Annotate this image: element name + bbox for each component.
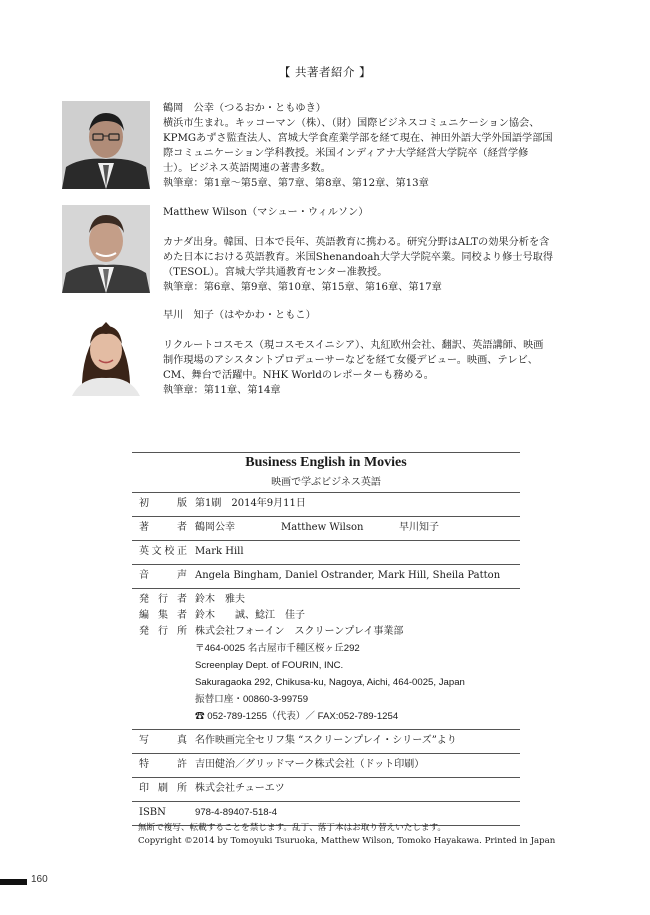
- bio-line: 制作現場のアシスタントプロデューサーなどを経て女優デビュー。映画、テレビ、: [163, 355, 538, 366]
- edition-value: 第1刷 2014年9月11日: [195, 498, 306, 509]
- proof-value: Mark Hill: [195, 546, 244, 557]
- publisher-line: 株式会社フォーイン スクリーンプレイ事業部: [195, 626, 404, 637]
- copyright-notice: [138, 822, 555, 848]
- bio-line: CM、舞台で活躍中。NHK Worldのレポーターも務める。: [163, 370, 434, 381]
- isbn-value: 978-4-89407-518-4: [195, 807, 278, 818]
- book-title: Business English in Movies: [245, 455, 407, 470]
- isbn-label: ISBN: [139, 807, 166, 818]
- voice-value: Angela Bingham, Daniel Ostrander, Mark Hill, Sheila Patton: [195, 570, 501, 581]
- reproduction-notice: 無断で複写、転載することを禁じます。乱丁、落丁本はお取り替えいたします。: [138, 823, 447, 833]
- printer-label: 印刷所: [139, 783, 187, 794]
- author-chapters: 執筆章：第11章、第14章: [163, 385, 281, 396]
- author-photo: [62, 101, 150, 189]
- author-name: 鶴岡 公幸（つるおか・ともゆき）: [163, 103, 326, 114]
- editor-label: 編集者: [139, 610, 187, 621]
- printer-row: [132, 778, 520, 801]
- voice-label: 音 声: [139, 570, 187, 581]
- publisher-person-label: 発行者: [139, 594, 187, 605]
- proofreading-row: [132, 541, 520, 564]
- phone-fax: ☎ 052-789-1255（代表）／ FAX:052-789-1254: [195, 711, 399, 722]
- author-chapters: 執筆章：第6章、第9章、第10章、第15章、第16章、第17章: [163, 282, 442, 293]
- edition-row: [132, 493, 520, 516]
- bio-line: （TESOL）。宮城大学共通教育センター准教授。: [163, 267, 388, 278]
- page-number-bar: [0, 879, 27, 885]
- photo-label: 写 真: [139, 735, 187, 746]
- author-photo: [62, 308, 150, 396]
- bio-line: KPMGあずさ監査法人、宮城大学食産業学部を経て現在、神田外語大学外国語学部国: [163, 133, 553, 144]
- proof-label: 英文校正: [139, 546, 187, 557]
- book-subtitle: 映画で学ぶビジネス英語: [271, 477, 381, 488]
- edition-label: 初 版: [139, 498, 187, 509]
- author-bio: [163, 205, 593, 295]
- license-row: [132, 754, 520, 777]
- photo-value: 名作映画完全セリフ集 “スクリーンプレイ・シリーズ”より: [195, 735, 457, 746]
- author-name: Matthew Wilson（マシュー・ウィルソン）: [163, 207, 369, 218]
- colophon: [132, 452, 520, 826]
- author-1: 鶴岡公幸: [195, 522, 235, 533]
- publisher-address-en: Sakuragaoka 292, Chikusa-ku, Nagoya, Aichi, 464-0025, Japan: [195, 677, 465, 688]
- voice-row: [132, 565, 520, 588]
- license-label: 特 許: [139, 759, 187, 770]
- bio-line: 士）。ビジネス英語関連の著書多数。: [163, 163, 331, 174]
- top-rule: [132, 452, 520, 453]
- bio-line: めた日本における英語教育。米国Shenandoah大学大学院卒業。同校より修士号取得: [163, 252, 554, 263]
- publisher-block: [132, 589, 520, 729]
- author-name: 早川 知子（はやかわ・ともこ）: [163, 310, 316, 321]
- bio-line: 横浜市生まれ。キッコーマン（株）、（財）国際ビジネスコミュニケーション協会、: [163, 118, 540, 129]
- publisher-address-jp: 〒464-0025 名古屋市千種区桜ヶ丘292: [195, 643, 360, 654]
- publisher-label: 発行所: [139, 626, 187, 637]
- author-photo: [62, 205, 150, 293]
- page-number: 160: [31, 874, 48, 885]
- authors-label: 著 者: [139, 522, 187, 533]
- copyright-line: Copyright ©2014 by Tomoyuki Tsuruoka, Matthew Wilson, Tomoko Hayakawa. Printed in Japan: [138, 836, 556, 846]
- bio-line: 際コミュニケーション学科教授。米国インディアナ大学経営大学院卒（経営学修: [163, 148, 529, 159]
- photo-credit-row: [132, 730, 520, 753]
- author-bio: [163, 308, 593, 398]
- author-chapters: 執筆章：第1章〜第5章、第7章、第8章、第12章、第13章: [163, 178, 429, 189]
- author-2: Matthew Wilson: [281, 522, 364, 533]
- printer-value: 株式会社チューエツ: [195, 783, 285, 794]
- publisher-person-value: 鈴木 雅夫: [195, 594, 245, 605]
- bio-line: リクルートコスモス（現コスモスイニシア）、丸紅欧州会社、翻訳、英語講師、映画: [163, 340, 544, 351]
- editor-value: 鈴木 誠、鯰江 佳子: [195, 610, 305, 621]
- author-bio: [163, 101, 593, 191]
- license-value: 吉田健治／グリッドマーク株式会社（ドット印刷）: [195, 759, 425, 770]
- section-title: 【 共著者紹介 】: [278, 65, 372, 79]
- author-3: 早川知子: [399, 522, 439, 533]
- publisher-name-en: Screenplay Dept. of FOURIN, INC.: [195, 660, 344, 671]
- postal-transfer-account: 振替口座・00860-3-99759: [195, 694, 309, 705]
- bio-line: カナダ出身。韓国、日本で長年、英語教育に携わる。研究分野はALTの効果分析を含: [163, 237, 550, 248]
- authors-row: [132, 517, 520, 540]
